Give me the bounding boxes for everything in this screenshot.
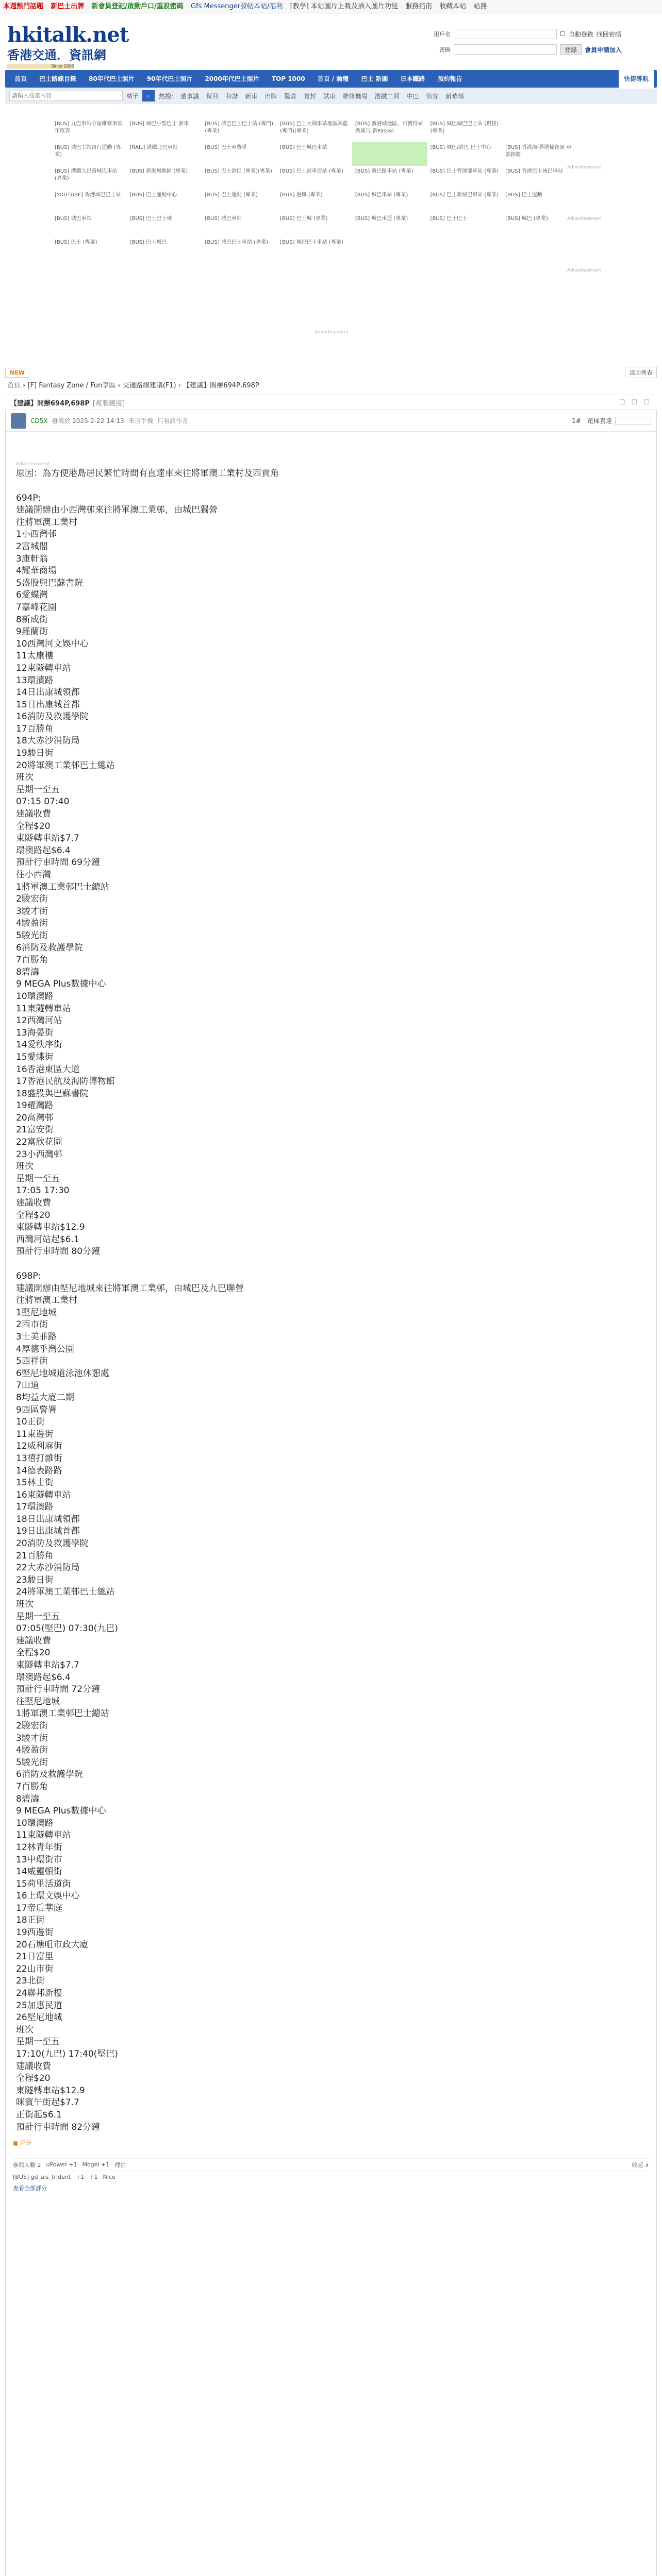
link-grid-item[interactable]: [BUS] 巴士運動 [505,192,542,198]
route-694p-body: 建議開辦由小西灣邨來往將軍澳工業邨，由城巴獨營 往將軍澳工業村 1小西灣邨 2富城閣 3康軒翁 4耀華商場 5盛股與巴蘇書院 6愛蝶灣 7嘉峰花園 8新成街 9羅蘭街 10西灣河文娛中心 11太康樓 12東隧轉車站 13環濱路 14日出康城領都 15日出康城首都 16消防及救護學院 17百勝角 18大赤沙消防局 19駿日街 20將軍澳工業邨巴士總站 班次 星期一至五 07:15 07:40 建議收費 全程$20 東隧轉車站$7.7 環澳路起$6.4 預計行車時間 69分鐘 往小西灣 1將軍澳工業邨巴士總站 2駿宏街 3駿才街 4駿盈街 5駿光街 6消防及救護學院 7百勝角 8碧濤 9 MEGA Plus數據中心 10環澳路 11東隧轉車站 12西灣河站 13海晏街 14愛秩序街 15愛蝶街 16香港東區大道 17香港民航及海防博物館 18盛股與巴蘇書院 19耀灣路 20高灣邨 21富安街 22富欣花園 23小西灣邨 班次 星期一至五 17:05 17:30 建議收費 全程$20 東隧轉車站$12.9 西灣河站起$6.1 預計行車時間 80分鐘 [16,505,218,1257]
hot-item[interactable]: 驚喜 [284,92,297,100]
nav-item[interactable]: 巴士 新圖 [361,75,388,82]
topbar-link-7[interactable]: 收藏本站 [439,3,467,10]
rating-col: 理由 [114,2161,126,2168]
ad-label: Advertisement [315,330,349,335]
link-grid-item[interactable]: [BUS] 巴士城巴 [129,240,167,245]
rating-table [13,2158,649,2194]
new-thread-button[interactable]: NEW [5,368,29,378]
post-content [6,432,656,2133]
hot-item[interactable]: 試車 [323,92,336,100]
link-grid-item[interactable]: [BUS] 城巴巴士巴士站 (專門)(專業) [205,121,273,134]
ad-label: Advertisement [567,268,602,273]
route-698p-title: 698P: [16,1271,41,1281]
link-grid-item[interactable]: [BUS] 香港巴士城巴車站 [505,168,563,174]
link-grid-item[interactable]: [BUS] 新港城地區 (專業) [129,168,188,174]
hot-item[interactable]: 出牌 [264,92,277,100]
link-grid-item[interactable]: [BUS] 城巴車站 [55,216,92,222]
rating-count: 參與人數 2 [13,2161,41,2168]
header [0,13,662,70]
nav-item[interactable]: 2000年代巴士照片 [205,75,259,82]
post [5,410,657,2576]
post-intro: 原因：為方便港島居民繁忙時間有直達車來往將軍澳工業村及西貢角 [16,468,279,479]
link-grid-item[interactable]: [BUS] 巴士新城巴車站 (專業) [430,192,499,198]
topbar-link-6[interactable]: 服務指南 [405,3,433,10]
route-698p-body: 建議開辦由堅尼地城來往將軍澳工業邨，由城巴及九巴聯營 往將軍澳工業村 1堅尼地城 2西市街 3士美菲路 4厚德乎灣公園 5西祥街 6堅尼地城道泳池休憩處 7山道 8均益大廈二期 9西區警署 10正街 11東邊街 12威利麻街 13禧打雜街 14德表路路 15林士街 16東隧轉車站 17環澳路 18日出康城領都 19日出康城首都 20消防及救護學院 21百勝角 22大赤沙消防局 23駿日街 24將軍澳工業邨巴士總站 班次 星期一至五 07:05(堅巴) 07:30(九巴) 建議收費 全程$20 東隧轉車站$7.7 環澳路起$6.4 預計行車時間 72分鐘 往堅尼地城 1將軍澳工業邨巴士總站 2駿宏街 3駿才街 4駿盈街 5駿光街 6消防及救護學院 7百勝角 8碧濤 9 MEGA Plus數據中心 10環澳路 11東隧轉車站 12林青年街 13中環街市 14威靈頓街 15荷里活道街 16上環文娛中心 17帝后華庭 18正街 19西邊街 20石塘咀市政大廈 21日富里 22山市街 23北街 24聯邦新樓 25加惠民道 26堅尼地城 班次 星期一至五 17:10(九巴) 17:40(堅巴) 建議收費 全程$20 東隧轉車站$12.9 咪賓午街起$7.7 正街起$6.1 預計行車時間 82分鐘 [16,1283,244,2132]
rater-name[interactable]: [BUS] gd_ais_trident [13,2173,71,2180]
hot-label: 熱搜: [159,92,174,100]
link-grid-item[interactable]: [BUS] 新港城地區，可獲得站 換廣告 新Pass站 [355,121,423,134]
login-button[interactable]: 登錄 [560,44,582,55]
link-grid-item[interactable]: [BUS] 巴士營運部車站 (專業) [430,168,499,174]
nav-item[interactable]: 90年代巴士照片 [146,75,193,82]
link-grid-item[interactable]: [BUS] 巴士大圍車站地區國藍 (專門)(專業) [280,121,348,134]
site-logo[interactable] [7,23,129,69]
link-grid-item[interactable]: [BUS] 城巴車運 (專業) [355,216,408,222]
route-694p-title: 694P: [16,493,41,503]
ad-label: Advertisement [567,165,602,170]
link-grid-item[interactable]: [BUS] 巴士港車運站 (專業) [280,168,343,174]
copy-link[interactable]: [複製鏈接] [92,399,125,408]
topbar-link-4[interactable]: Gfs Messenger發帖本站/福利 [190,3,283,10]
topbar-link-8[interactable]: 站務 [473,3,487,10]
back-to-list-button[interactable]: 返回列表 [625,367,657,378]
link-grid-item[interactable]: [RAIL] 港鐵北巴車站 [129,145,178,150]
all-ratings-link[interactable]: 查看全部評分 [13,2185,47,2192]
login-form [430,28,647,59]
jump-floor-input[interactable] [615,417,651,425]
link-grid-item[interactable]: [BUS] 城巴/港巴 巴士中心 [430,145,491,150]
rating-label: ▣ 評分 [13,2140,31,2147]
nav-item[interactable]: 日本鐵路 [400,75,425,82]
floor-number: 1# [572,417,581,425]
nav-item[interactable]: 首頁 / 論壇 [317,75,349,82]
rating-col: uPower +1 [46,2161,77,2168]
link-grid [52,118,577,261]
nav-item[interactable]: 巴士路線目錄 [39,75,77,82]
hot-item[interactable]: 和諧 [225,92,238,100]
link-grid-item[interactable]: [BUS] 城巴車站 (專業) [355,192,408,198]
link-grid-item[interactable]: [BUS] 九巴車站分區維修車款 年度表 [55,121,123,134]
link-grid-item[interactable]: [BUS] 城巴小型巴士 新車 [129,121,189,127]
password-input[interactable] [454,44,557,55]
password-label: 密碼 [439,46,451,53]
topbar-link-1[interactable]: 本週熱門話題 [3,3,44,10]
username-label: 用戶名 [434,31,451,38]
topbar-link-5[interactable]: [教學] 本站圖片上載及插入圖片功能 [290,3,398,10]
forgot-password-link[interactable]: 找回密碼 [596,30,621,38]
rating-value: +1 [89,2173,98,2180]
nav-item[interactable]: 預約報告 [437,75,462,82]
link-grid-item[interactable]: [YOUTUBE] 香港城巴巴士站 [55,192,121,198]
thread-header [5,395,657,410]
breadcrumb[interactable]: 首頁 › [F] Fantasy Zone / Fun享區 › 交通路線建議(F1) › 【建議】開辦694P,698P [7,382,259,389]
rating-value: +1 [76,2173,85,2180]
quick-nav-button[interactable]: 快捷導航 [619,69,654,89]
topbar [0,0,662,13]
thread-title: 【建議】開辦694P,698P [10,399,90,408]
link-grid-item[interactable]: [BUS] 港鐵大巴路城巴車站 (專業) [55,168,118,181]
logo-since: Since 2002 [7,64,74,69]
nav-item[interactable]: 80年代巴士照片 [89,75,135,82]
auto-login-checkbox[interactable]: ☐ [560,30,566,38]
search-icon[interactable]: ⌕ [142,90,155,101]
link-grid-item[interactable]: [BUS] 巴士港巴 (專業)(專業) [205,168,272,174]
hot-item[interactable]: 董事議 [180,92,199,100]
hot-item[interactable]: 港鐵二期 [374,92,400,100]
link-grid-item[interactable]: [BUS] 港鐵 (專業) [280,192,323,198]
hot-search [159,92,469,100]
ad-label: Advertisement [16,462,51,467]
link-grid-item[interactable]: [BUS] 巴士運動 (專業) [205,192,258,198]
ad-label: Advertisement [567,216,602,222]
link-grid-item[interactable]: [BUS] 城巴 (專業) [505,216,548,222]
post-date: 發表於 2025-2-22 14:13 [52,417,124,425]
logo-subtitle: 香港交通．資訊網 [7,47,106,62]
link-grid-item[interactable]: [BUS] 巴士運動中心 [129,192,177,198]
username-input[interactable] [454,29,557,39]
rating-col: Mogel +1 [82,2161,110,2168]
author-name[interactable]: CD5X [30,417,48,425]
avatar[interactable] [11,413,26,429]
top-actions [0,366,662,379]
hot-item[interactable]: 首封 [303,92,316,100]
link-grid-item[interactable]: [BUS] 香港/新界運輸資訊 車款推薦 [505,145,572,158]
hot-item[interactable]: 維修機場 [342,92,368,100]
hot-item[interactable]: 中巴 [406,92,419,100]
link-grid-item[interactable]: [BUS] 巴士車費重 [205,145,247,150]
post-meta [6,410,656,432]
auto-login-label: 自動登錄 [568,30,593,38]
main-nav [5,70,657,88]
link-grid-item[interactable]: [BUS] 城巴車站 [205,216,242,222]
logo-text: hkitalk.net [7,23,129,47]
rating-reason: Nice [103,2173,115,2180]
hot-item[interactable]: 新華瑯 [445,92,465,100]
jump-floor-label: 電梯直達 [587,417,612,425]
nav-item[interactable]: 首頁 [14,75,27,82]
search-bar [5,88,657,104]
link-grid-item[interactable]: [BUS] 巴士巴士城 [129,216,172,222]
link-grid-item[interactable]: [BUS] 巴士巴士 [430,216,468,222]
link-grid-item[interactable]: [BUS] 巴士 (專業) [55,240,97,245]
link-grid-item[interactable]: [BUS] 巴士城巴車站 [280,145,327,150]
hot-item[interactable]: 幫回 [206,92,219,100]
post-source: 來自手機 [128,417,153,425]
hot-item[interactable]: 仙客 [426,92,439,100]
search-type-select[interactable]: 帖子 [127,93,138,99]
only-author-link[interactable]: 只看該作者 [157,417,188,425]
collapse-link[interactable]: 收起 ∧ [632,2161,649,2168]
link-grid-item[interactable]: [BUS] 城巴主站自行運動 (專業) [55,145,121,158]
link-grid-item [502,118,577,142]
nav-item[interactable]: TOP 1000 [271,75,305,82]
hot-item[interactable]: 新車 [245,92,258,100]
link-grid-item[interactable]: [BUS] 巴士城 (專業) [280,216,328,222]
search-input[interactable] [9,91,123,101]
topbar-link-3[interactable]: 新會員登記/啟動戶口/重設密碼 [91,3,184,10]
link-grid-item[interactable]: [BUS] 城巴城巴巴士站 (現貨)(專業) [430,121,499,134]
link-grid-item[interactable]: [BUS] 城巴巴士車站 (專業) [280,240,343,245]
thread-tool-icons[interactable]: ☐ ☐ ☐ [619,398,652,406]
register-link[interactable]: 會員申請加入 [585,46,622,54]
link-grid-item[interactable]: [BUS] 城巴巴士車站 (專業) [205,240,268,245]
link-grid-item[interactable]: [BUS] 新巴路車站 (專業) [355,168,413,174]
link-grid-item [352,142,427,166]
topbar-link-2[interactable]: 新巴士出牌 [51,3,85,10]
